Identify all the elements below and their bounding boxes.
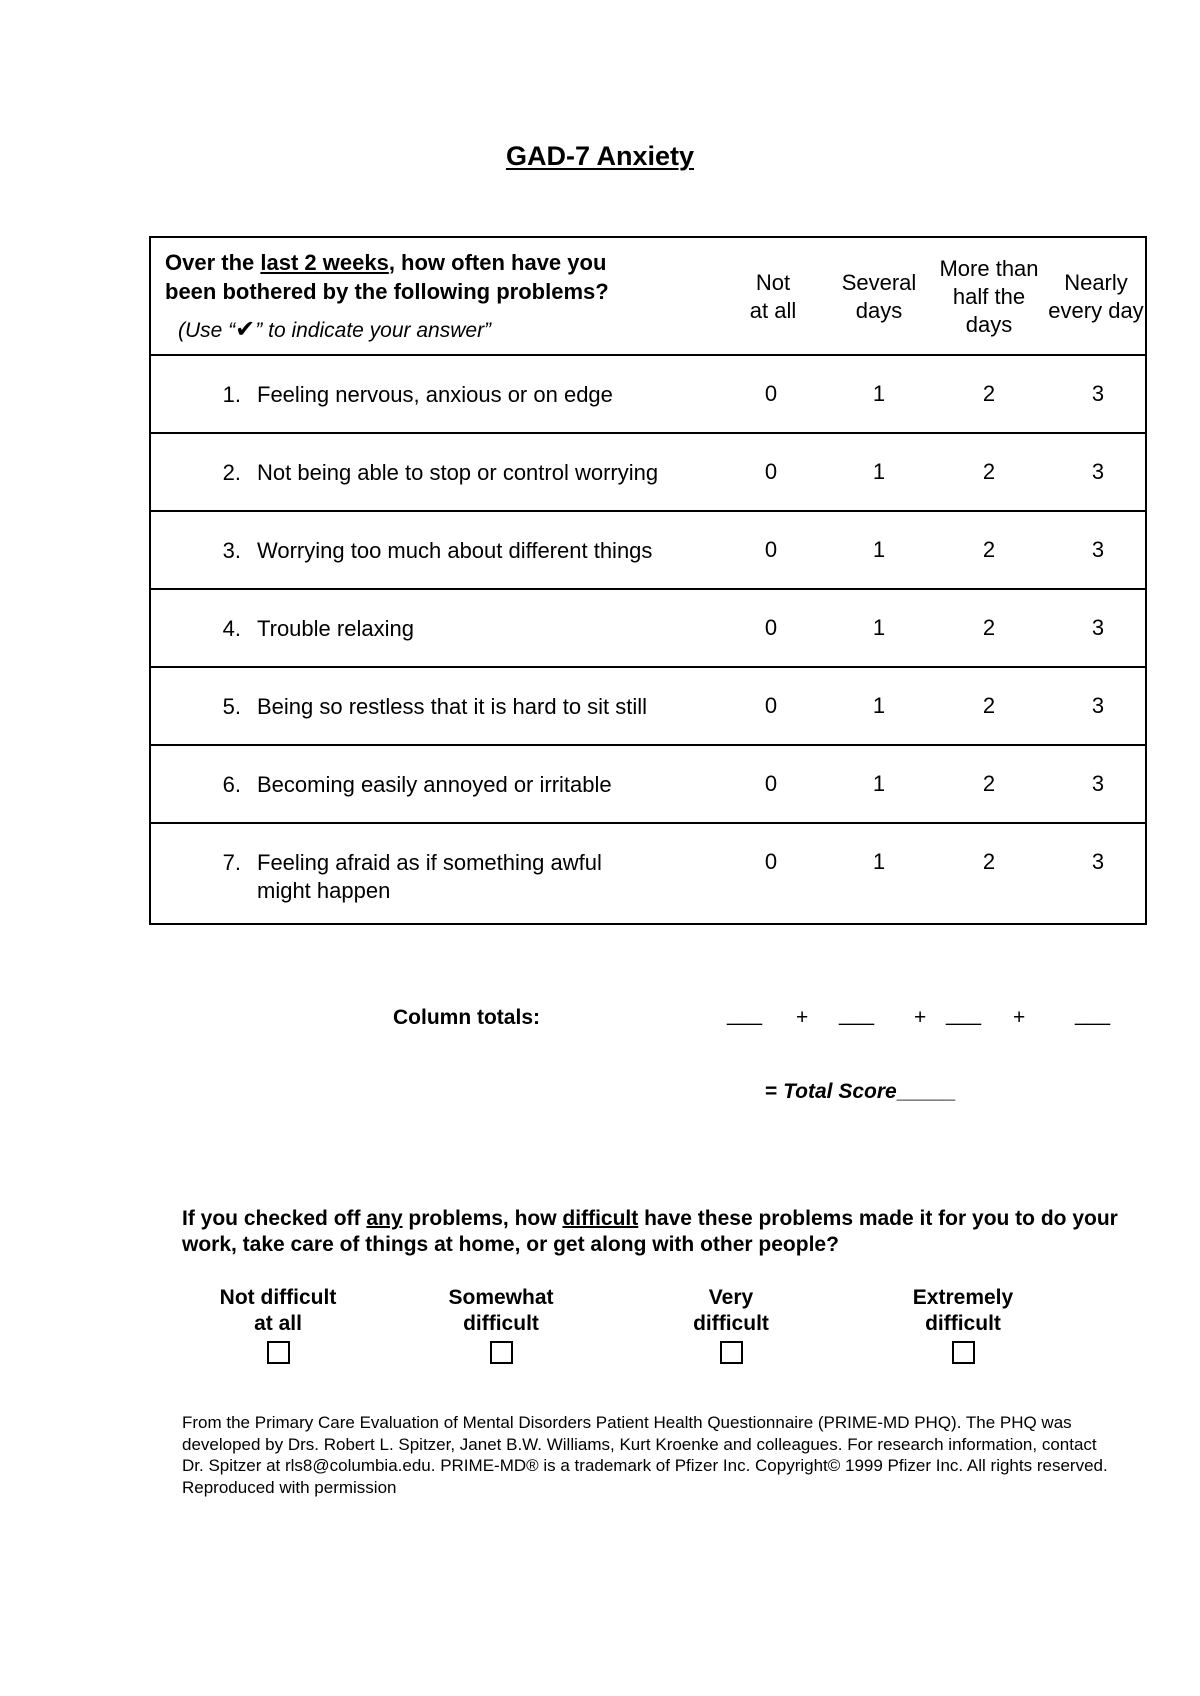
score-option[interactable]: 2 (982, 537, 996, 562)
item-number: 2. (222, 460, 241, 485)
score-option[interactable]: 2 (982, 459, 996, 484)
item-number: 1. (222, 382, 241, 407)
item-number: 3. (222, 538, 241, 563)
score-option[interactable]: 2 (982, 771, 996, 796)
table-row (151, 666, 1145, 744)
item-number: 4. (222, 616, 241, 641)
table-row (151, 354, 1145, 432)
score-option[interactable]: 0 (764, 849, 778, 874)
column-total-blank[interactable]: ___ (727, 1003, 763, 1026)
column-total-blank[interactable]: ___ (839, 1003, 875, 1026)
total-score-line: = Total Score_____ (765, 1080, 956, 1103)
total-score-label: Total Score (783, 1080, 897, 1103)
table-row (151, 744, 1145, 822)
copyright-footer: From the Primary Care Evaluation of Mental Disorders Patient Health Questionnaire (PRIME-MD PHQ). The PHQ was developed by Drs. Robert L. Spitzer, Janet B.W. Williams, Kurt Kroenke and colleagues. For research information, contact Dr. Spitzer at rls8@columbia.edu. PRIME-MD® is a trademark of Pfizer Inc. Copyright© 1999 Pfizer Inc. All rights reserved. Reproduced with permission (182, 1413, 1108, 1497)
column-header-several-days: Several days (841, 270, 917, 323)
questionnaire-table (149, 236, 1147, 925)
table-row (151, 588, 1145, 666)
score-option[interactable]: 0 (764, 537, 778, 562)
score-option[interactable]: 0 (764, 381, 778, 406)
column-header-not-at-all: Not at all (749, 270, 797, 323)
checkbox-icon[interactable] (952, 1341, 975, 1364)
difficulty-option-very-difficult[interactable]: Very difficult (631, 1285, 831, 1364)
score-option[interactable]: 3 (1091, 615, 1105, 640)
score-option[interactable]: 3 (1091, 693, 1105, 718)
score-option[interactable]: 2 (982, 693, 996, 718)
item-text: Feeling afraid as if something awful might happen (257, 850, 602, 903)
column-header-nearly-every-day: Nearly every day (1048, 270, 1144, 323)
score-option[interactable]: 3 (1091, 849, 1105, 874)
score-option[interactable]: 1 (872, 615, 886, 640)
score-option[interactable]: 1 (872, 537, 886, 562)
page-title: GAD-7 Anxiety (505, 141, 695, 171)
item-text: Becoming easily annoyed or irritable (257, 772, 612, 797)
score-option[interactable]: 0 (764, 615, 778, 640)
checkmark-icon: ✔ (235, 316, 256, 343)
last-2-weeks-text: last 2 weeks (260, 250, 389, 275)
score-option[interactable]: 0 (764, 771, 778, 796)
checkbox-icon[interactable] (267, 1341, 290, 1364)
score-option[interactable]: 2 (982, 615, 996, 640)
item-text: Not being able to stop or control worrying (257, 460, 659, 485)
item-text: Being so restless that it is hard to sit still (257, 694, 648, 719)
table-row (151, 510, 1145, 588)
score-option[interactable]: 0 (764, 459, 778, 484)
score-option[interactable]: 0 (764, 693, 778, 718)
score-option[interactable]: 3 (1091, 459, 1105, 484)
item-number: 5. (222, 694, 241, 719)
plus-sign: + (796, 1006, 809, 1029)
score-option[interactable]: 3 (1091, 771, 1105, 796)
item-text: Trouble relaxing (257, 616, 414, 641)
plus-sign: + (914, 1006, 927, 1029)
header-question: Over the last 2 weeks, how often have you been bothered by the following problems? (165, 250, 609, 304)
checkbox-icon[interactable] (490, 1341, 513, 1364)
table-row (151, 432, 1145, 510)
score-option[interactable]: 1 (872, 849, 886, 874)
score-option[interactable]: 1 (872, 381, 886, 406)
item-number: 6. (222, 772, 241, 797)
score-option[interactable]: 3 (1091, 537, 1105, 562)
column-total-blank[interactable]: ___ (1075, 1003, 1111, 1026)
score-option[interactable]: 1 (872, 693, 886, 718)
column-header-more-than-half: More than half the days (939, 256, 1039, 337)
difficulty-option-extremely-difficult[interactable]: Extremely difficult (863, 1285, 1063, 1364)
difficulty-question: If you checked off any problems, how difficult have these problems made it for you to do your work, take care of things at home, or get along with other people? (182, 1207, 1118, 1256)
plus-sign: + (1013, 1006, 1026, 1029)
score-option[interactable]: 3 (1091, 381, 1105, 406)
total-score-blank[interactable]: _____ (896, 1080, 956, 1103)
header-instruction: (Use “✔” to indicate your answer” (178, 316, 492, 343)
item-text: Worrying too much about different things (257, 538, 653, 563)
checkbox-icon[interactable] (720, 1341, 743, 1364)
score-option[interactable]: 1 (872, 459, 886, 484)
score-option[interactable]: 1 (872, 771, 886, 796)
score-option[interactable]: 2 (982, 849, 996, 874)
column-total-blank[interactable]: ___ (946, 1003, 982, 1026)
difficulty-option-somewhat-difficult[interactable]: Somewhat difficult (401, 1285, 601, 1364)
column-totals-label: Column totals: (393, 1006, 540, 1029)
difficulty-option-not-difficult[interactable]: Not difficult at all (178, 1285, 378, 1364)
table-row (151, 822, 1145, 925)
item-number: 7. (222, 850, 241, 875)
score-option[interactable]: 2 (982, 381, 996, 406)
item-text: Feeling nervous, anxious or on edge (257, 382, 613, 407)
